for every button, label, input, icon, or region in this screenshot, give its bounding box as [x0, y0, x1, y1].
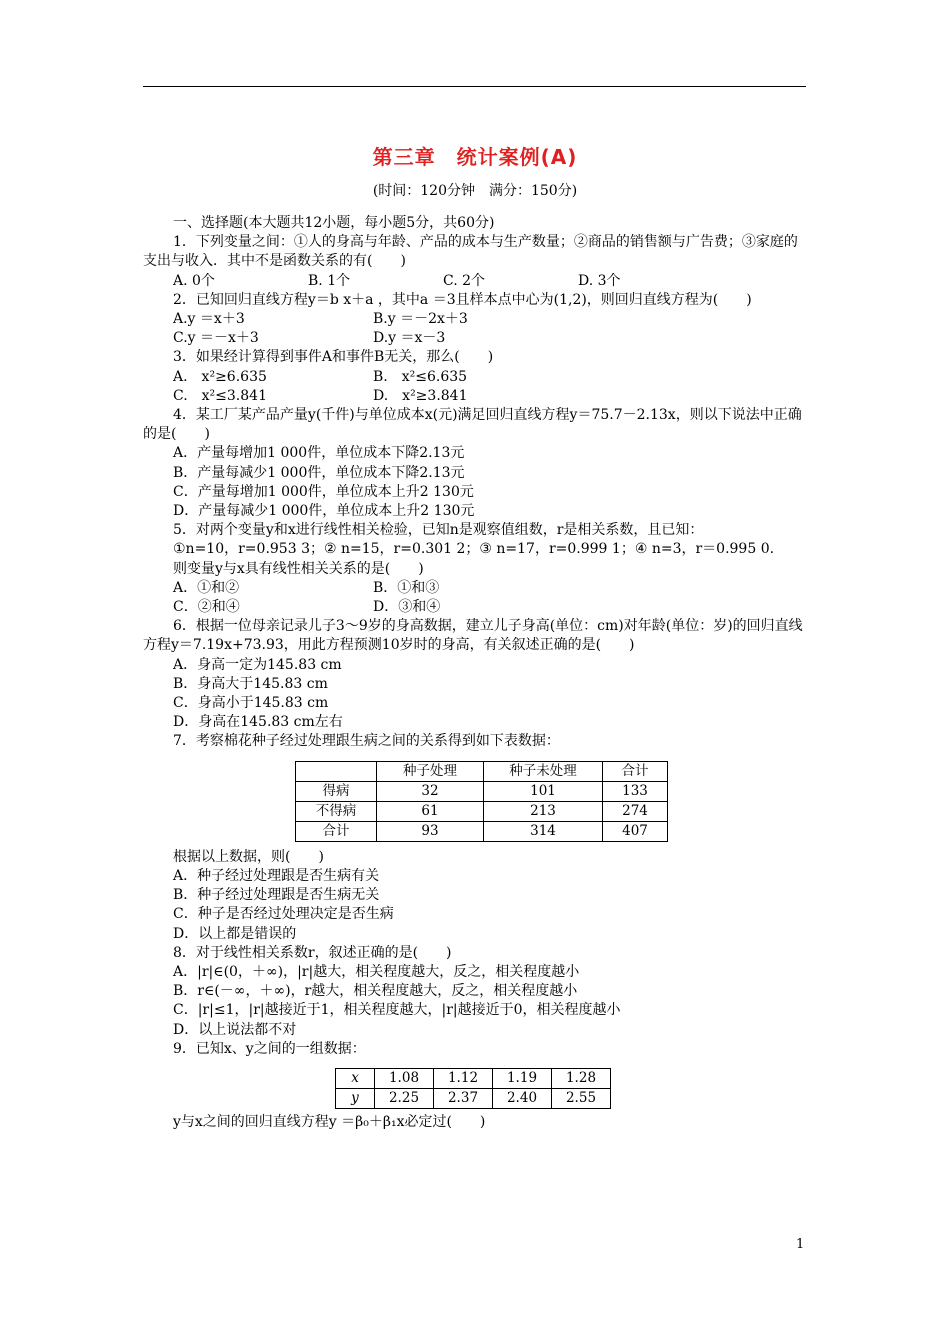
- table-cell: y: [336, 1088, 375, 1108]
- option-c: C. x²≤3.841: [173, 387, 267, 404]
- option-c: C.y ＝－x＋3: [173, 330, 259, 347]
- table-cell: 得病: [296, 781, 377, 801]
- question-9-stem: 9．已知x、y之间的一组数据：: [173, 1040, 366, 1057]
- option-d: D．产量每减少1 000件，单位成本上升2 130元: [173, 503, 475, 520]
- question-3-stem: 3．如果经计算得到事件A和事件B无关，那么( ): [173, 349, 494, 366]
- question-2-options-row2: [143, 329, 806, 348]
- question-5-data: ①n=10，r=0.953 3；② n=15，r=0.301 2；③ n=17，r=0.999 1；④ n=3，r＝0.995 0.: [173, 541, 775, 558]
- table-cell: 93: [377, 821, 484, 841]
- table-cell: 314: [484, 821, 603, 841]
- option-a: A．①和②: [173, 579, 240, 596]
- option-a: A. x²≥6.635: [173, 368, 267, 385]
- table-cell: 2.55: [552, 1088, 611, 1108]
- table-cell: 1.08: [375, 1068, 434, 1088]
- chapter-title: 第三章 统计案例(A): [372, 145, 578, 169]
- question-8-stem: 8．对于线性相关系数r，叙述正确的是( ): [173, 944, 452, 961]
- table-cell: 32: [377, 781, 484, 801]
- option-a: A.y ＝x＋3: [173, 311, 245, 328]
- table-cell: 2.25: [375, 1088, 434, 1108]
- table-cell: 合计: [296, 821, 377, 841]
- table-header-cell: 合计: [603, 761, 668, 781]
- table-row: [296, 801, 668, 821]
- question-5-options-row1: [143, 579, 806, 598]
- question-3-options-row1: [143, 368, 806, 387]
- table-row: [296, 781, 668, 801]
- table-cell: 1.12: [434, 1068, 493, 1088]
- exam-info: (时间：120分钟 满分：150分): [372, 183, 578, 199]
- option-d: D. x²≥3.841: [373, 387, 468, 404]
- question-9-ask: y与x之间的回归直线方程y ＝β₀＋β₁x必定过( ): [173, 1113, 486, 1130]
- option-b: B. x²≤6.635: [373, 368, 468, 385]
- option-b: B．产量每减少1 000件，单位成本下降2.13元: [173, 464, 465, 481]
- table-cell: 101: [484, 781, 603, 801]
- section-heading: 一、选择题(本大题共12小题，每小题5分，共60分): [173, 215, 495, 231]
- option-c: C. 2个: [443, 272, 486, 289]
- table-cell: 不得病: [296, 801, 377, 821]
- question-5-ask: 则变量y与x具有线性相关关系的是( ): [173, 560, 424, 577]
- question-6-stem: 6．根据一位母亲记录儿子3～9岁的身高数据，建立儿子身高(单位：cm)对年龄(单位：岁)的回归直线方程y＝7.19x+73.93，用此方程预测10岁时的身高，有关叙述正确的是( ): [143, 618, 803, 654]
- table-cell: 133: [603, 781, 668, 801]
- option-d: D．身高在145.83 cm左右: [173, 714, 343, 731]
- option-c: C．②和④: [173, 599, 240, 616]
- option-c: C．|r|≤1，|r|越接近于1，相关程度越大，|r|越接近于0，相关程度越小: [173, 1002, 621, 1019]
- question-2-options-row1: [143, 310, 806, 329]
- question-7-ask: 根据以上数据，则( ): [173, 848, 324, 865]
- option-a: A．|r|∈(0，＋∞)，|r|越大，相关程度越大，反之，相关程度越小: [173, 963, 580, 980]
- table-row: [336, 1068, 611, 1088]
- table-row: [336, 1088, 611, 1108]
- option-a: A．产量每增加1 000件，单位成本下降2.13元: [173, 445, 465, 462]
- question-4-stem: 4．某工厂某产品产量y(千件)与单位成本x(元)满足回归直线方程y＝75.7－2.13x，则以下说法中正确的是( ): [143, 407, 802, 443]
- option-d: D．以上说法都不对: [173, 1021, 297, 1038]
- question-5-stem: 5．对两个变量y和x进行线性相关检验，已知n是观察值组数，r是相关系数，且已知：: [173, 522, 704, 539]
- option-d: D．③和④: [373, 599, 441, 616]
- option-b: B．r∈(－∞，＋∞)，r越大，相关程度越大，反之，相关程度越小: [173, 983, 578, 1000]
- option-a: A．身高一定为145.83 cm: [173, 656, 342, 673]
- option-b: B．身高大于145.83 cm: [173, 675, 328, 692]
- table-cell: 1.28: [552, 1068, 611, 1088]
- table-cell: 407: [603, 821, 668, 841]
- question-1-stem: 1．下列变量之间：①人的身高与年龄、产品的成本与生产数量；②商品的销售额与广告费；③家庭的支出与收入．其中不是函数关系的有( ): [143, 234, 798, 270]
- table-cell: 61: [377, 801, 484, 821]
- option-d: D．以上都是错误的: [173, 925, 297, 942]
- table-cell: 274: [603, 801, 668, 821]
- table-header-cell: 种子未处理: [484, 761, 603, 781]
- xy-data-table: [335, 1068, 611, 1109]
- table-cell: 213: [484, 801, 603, 821]
- table-header-row: [296, 761, 668, 781]
- option-d: D. 3个: [578, 272, 621, 289]
- table-cell: [296, 761, 377, 781]
- header-rule: [143, 86, 806, 87]
- option-b: B．种子经过处理跟是否生病无关: [173, 887, 380, 904]
- question-1-options: [143, 272, 806, 291]
- option-a: A. 0个: [173, 272, 215, 289]
- option-b: B．①和③: [373, 579, 440, 596]
- table-header-cell: 种子处理: [377, 761, 484, 781]
- exam-body: [143, 214, 806, 1132]
- question-5-options-row2: [143, 598, 806, 617]
- seed-treatment-table: [295, 761, 668, 842]
- option-b: B.y ＝－2x＋3: [373, 311, 468, 328]
- option-c: C．产量每增加1 000件，单位成本上升2 130元: [173, 483, 474, 500]
- table-cell: x: [336, 1068, 375, 1088]
- option-c: C．身高小于145.83 cm: [173, 695, 329, 712]
- option-c: C．种子是否经过处理决定是否生病: [173, 906, 394, 923]
- question-3-options-row2: [143, 387, 806, 406]
- table-cell: 2.37: [434, 1088, 493, 1108]
- option-b: B. 1个: [308, 272, 351, 289]
- question-7-stem: 7．考察棉花种子经过处理跟生病之间的关系得到如下表数据：: [173, 733, 560, 750]
- option-d: D.y ＝x－3: [373, 330, 446, 347]
- table-cell: 1.19: [493, 1068, 552, 1088]
- question-2-stem: 2．已知回归直线方程y＝b x＋a ，其中a ＝3且样本点中心为(1,2)，则回归直线方程为( ): [173, 291, 752, 308]
- option-a: A．种子经过处理跟是否生病有关: [173, 867, 380, 884]
- table-cell: 2.40: [493, 1088, 552, 1108]
- table-row: [296, 821, 668, 841]
- page-number: 1: [796, 1237, 805, 1252]
